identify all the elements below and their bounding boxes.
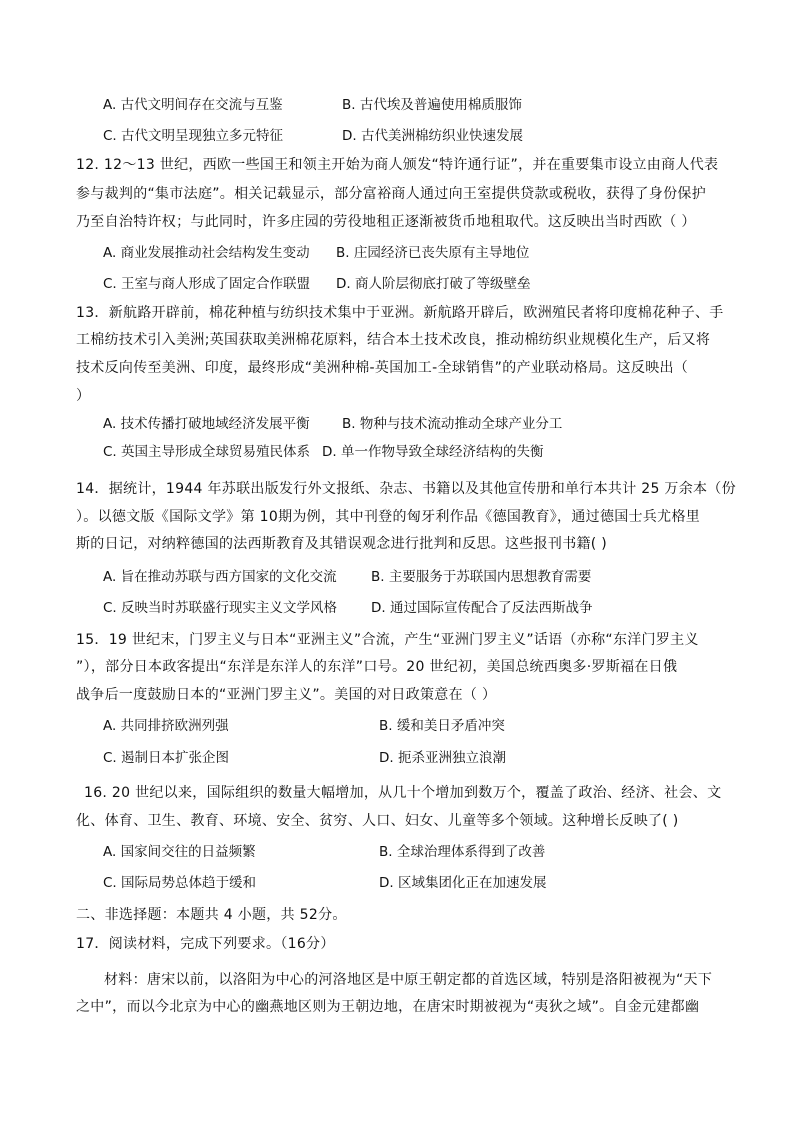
- q12-option-a: A. 商业发展推动社会结构发生变动: [103, 245, 310, 261]
- q11-option-d: D. 古代美洲棉纺织业快速发展: [342, 128, 523, 144]
- q17-title: 17．阅读材料，完成下列要求。（16分）: [76, 936, 335, 952]
- q15-stem-line: 15．19 世纪末，门罗主义与日本“亚洲主义”合流，产生“亚洲门罗主义”话语（亦称“东洋门罗主义: [76, 632, 699, 648]
- q15-option-c: C. 遏制日本扩张企图: [103, 750, 230, 766]
- q13-option-a: A. 技术传播打破地域经济发展平衡: [103, 416, 310, 432]
- q14-option-a: A. 旨在推动苏联与西方国家的文化交流: [103, 569, 337, 585]
- q14-stem-line: 斯的日记，对纳粹德国的法西斯教育及其错误观念进行批判和反思。这些报刊书籍( ): [76, 536, 608, 552]
- q12-stem-line: 12. 12～13 世纪，西欧一些国王和领主开始为商人颁发“特许通行证”，并在重要集市设立由商人代表: [76, 157, 719, 173]
- q13-stem-line: ）: [76, 388, 91, 404]
- q13-stem-line: 技术反向传至美洲、印度，最终形成“美洲种棉-英国加工-全球销售”的产业联动格局。这反映出（: [76, 360, 689, 376]
- q16-stem-line: 16. 20 世纪以来，国际组织的数量大幅增加，从几十个增加到数万个，覆盖了政治、经济、社会、文: [84, 785, 722, 801]
- q15-option-b: B. 缓和美日矛盾冲突: [379, 718, 505, 734]
- q15-option-a: A. 共同排挤欧洲列强: [103, 718, 229, 734]
- q16-stem-line: 化、体育、卫生、教育、环境、安全、贫穷、人口、妇女、儿童等多个领域。这种增长反映了( ): [76, 813, 679, 829]
- q14-stem-line: ）。以德文版《国际文学》第 10期为例，其中刊登的匈牙利作品《德国教育》，通过德国士兵尤格里: [76, 509, 701, 525]
- q16-option-d: D. 区域集团化正在加速发展: [379, 875, 547, 891]
- q15-stem-line: ”），部分日本政客提出“东洋是东洋人的东洋”口号。20 世纪初，美国总统西奥多·罗斯福在日俄: [76, 659, 678, 675]
- q12-option-d: D. 商人阶层彻底打破了等级壁垒: [336, 276, 531, 292]
- q12-stem-line: 参与裁判的“集市法庭”。相关记载显示，部分富裕商人通过向王室提供贷款或税收，获得了身份保护: [76, 186, 707, 202]
- q13-stem-line: 13．新航路开辟前，棉花种植与纺织技术集中于亚洲。新航路开辟后，欧洲殖民者将印度棉花种子、手: [76, 305, 724, 321]
- q12-option-c: C. 王室与商人形成了固定合作联盟: [103, 276, 311, 292]
- q15-stem-line: 战争后一度鼓励日本的“亚洲门罗主义”。美国的对日政策意在（ ）: [76, 687, 497, 703]
- material-line: 之中”，而以今北京为中心的幽燕地区则为王朝边地，在唐宋时期被视为“夷狄之域”。自金元建都幽: [76, 999, 700, 1015]
- q11-option-b: B. 古代埃及普遍使用棉质服饰: [342, 97, 522, 113]
- q16-option-b: B. 全球治理体系得到了改善: [379, 844, 546, 860]
- q13-option-b: B. 物种与技术流动推动全球产业分工: [342, 416, 563, 432]
- q15-option-d: D. 扼杀亚洲独立浪潮: [379, 750, 506, 766]
- q16-option-a: A. 国家间交往的日益频繁: [103, 844, 256, 860]
- q11-option-a: A. 古代文明间存在交流与互鉴: [103, 97, 283, 113]
- q14-option-c: C. 反映当时苏联盛行现实主义文学风格: [103, 600, 338, 616]
- q12-stem-line: 乃至自治特许权；与此同时，许多庄园的劳役地租正逐渐被货币地租取代。这反映出当时西欧（ ）: [76, 214, 696, 230]
- q13-option-d: D. 单一作物导致全球经济结构的失衡: [322, 444, 544, 460]
- q13-stem-line: 工棉纺技术引入美洲;英国获取美洲棉花原料，结合本土技术改良，推动棉纺织业规模化生产，后又将: [76, 332, 711, 348]
- q11-option-c: C. 古代文明呈现独立多元特征: [103, 128, 284, 144]
- section-heading: 二、非选择题：本题共 4 小题，共 52分。: [76, 907, 347, 923]
- q14-stem-line: 14．据统计，1944 年苏联出版发行外文报纸、杂志、书籍以及其他宣传册和单行本共计 25 万余本（份: [76, 481, 736, 497]
- q13-option-c: C. 英国主导形成全球贸易殖民体系: [103, 444, 311, 460]
- q16-option-c: C. 国际局势总体趋于缓和: [103, 875, 257, 891]
- q14-option-d: D. 通过国际宣传配合了反法西斯战争: [371, 600, 593, 616]
- q14-option-b: B. 主要服务于苏联国内思想教育需要: [371, 569, 592, 585]
- material-line: 材料：唐宋以前，以洛阳为中心的河洛地区是中原王朝定都的首选区域，特别是洛阳被视为“天下: [104, 972, 713, 988]
- q12-option-b: B. 庄园经济已丧失原有主导地位: [336, 245, 530, 261]
